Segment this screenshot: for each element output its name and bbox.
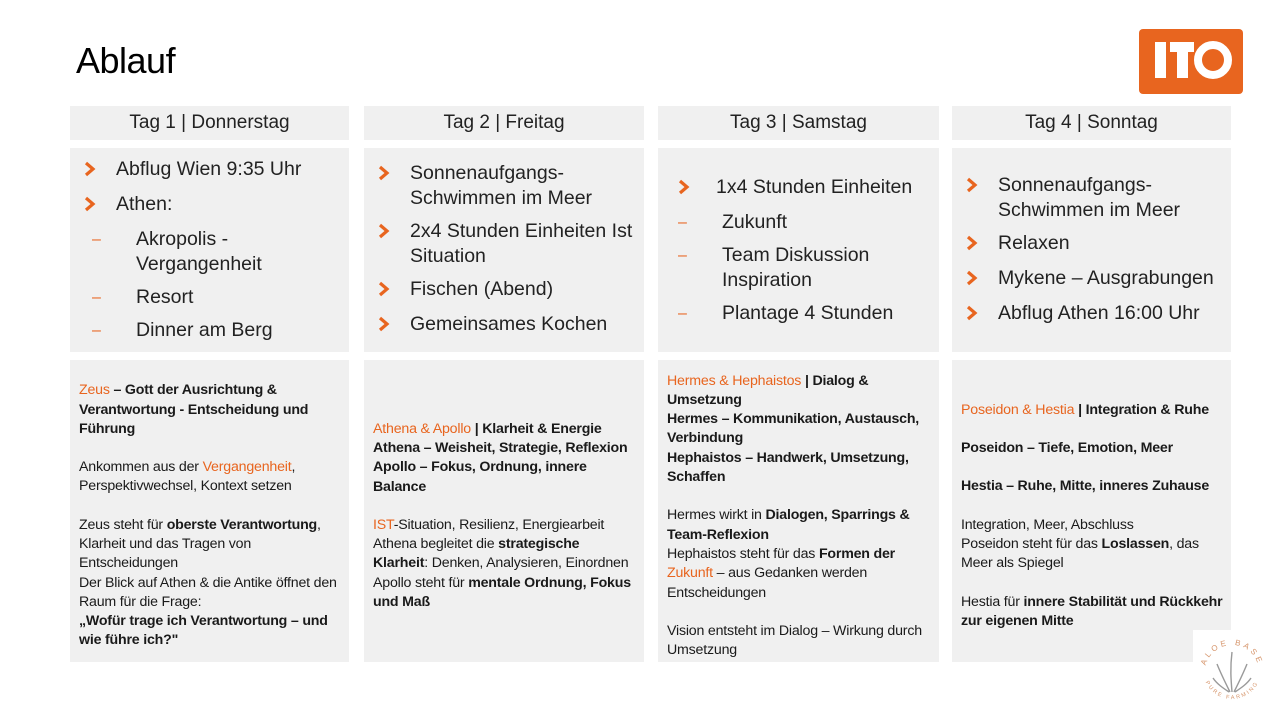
agenda-subitem xyxy=(84,285,339,310)
agenda-item xyxy=(378,161,634,211)
detail-line: Hermes – Kommunikation, Austausch, Verbindung xyxy=(667,411,920,447)
agenda-item xyxy=(378,219,634,269)
agenda-item xyxy=(966,173,1221,223)
agenda-text: 1x4 Stunden Einheiten xyxy=(716,175,913,198)
dash-bullet: – xyxy=(92,231,101,248)
deity-heading: Athena & Apollo | Klarheit & Energie xyxy=(373,420,602,437)
ito-logo xyxy=(1139,29,1243,94)
agenda-text: Sonnenaufgangs-Schwimmen im Meer xyxy=(410,162,593,209)
day2-details xyxy=(364,360,644,662)
chevron-right-icon xyxy=(378,165,390,181)
agenda-text: Abflug Athen 16:00 Uhr xyxy=(998,301,1200,324)
detail-paragraph: Integration, Meer, Abschluss xyxy=(961,516,1134,533)
chevron-right-icon xyxy=(966,270,978,286)
chevron-right-icon xyxy=(966,305,978,321)
agenda-subitem xyxy=(84,227,339,277)
day3-header: Tag 3 | Samstag xyxy=(658,106,939,140)
agenda-text: Fischen (Abend) xyxy=(410,278,554,300)
agenda-subitem xyxy=(84,318,339,343)
deity-heading: Hermes & Hephaistos | Dialog & Umsetzung xyxy=(667,372,869,408)
detail-paragraph: Vision entsteht im Dialog – Wirkung durch Umsetzung xyxy=(667,622,922,659)
agenda-text: Dinner am Berg xyxy=(136,319,273,341)
detail-paragraph: IST-Situation, Resilienz, Energiearbeit xyxy=(373,516,605,533)
dash-bullet: – xyxy=(678,213,687,231)
agenda-text: Zukunft xyxy=(722,210,788,233)
agenda-text: Resort xyxy=(136,286,194,308)
agenda-text: Relaxen xyxy=(998,231,1070,254)
agenda-item xyxy=(966,266,1221,293)
chevron-right-icon xyxy=(378,281,390,297)
aloe-base-logo xyxy=(1193,630,1271,708)
chevron-right-icon xyxy=(966,177,978,193)
deity-heading: Zeus – Gott der Ausrichtung & Verantwortung - Entscheidung und Führung xyxy=(79,382,309,437)
detail-paragraph: Hephaistos steht für das Formen der Zukunft – aus Gedanken werden Entscheidungen xyxy=(667,545,895,601)
agenda-text: Abflug Wien 9:35 Uhr xyxy=(116,158,302,180)
detail-paragraph: Poseidon steht für das Loslassen, das Meer als Spiegel xyxy=(961,536,1199,572)
agenda-item xyxy=(378,312,634,339)
detail-paragraph: Hermes wirkt in Dialogen, Sparrings & Team-Reflexion xyxy=(667,507,910,543)
detail-line: Poseidon – Tiefe, Emotion, Meer xyxy=(961,440,1173,457)
day4-agenda xyxy=(952,148,1231,352)
chevron-right-icon xyxy=(678,179,690,195)
dash-bullet: – xyxy=(678,246,687,264)
agenda-subitem xyxy=(672,210,929,235)
agenda-item xyxy=(966,301,1221,328)
detail-line: Apollo – Fokus, Ordnung, innere Balance xyxy=(373,459,587,495)
detail-paragraph: Athena begleitet die strategische Klarheit: Denken, Analysieren, Einordnen xyxy=(373,536,629,572)
dash-bullet: – xyxy=(92,289,101,306)
agenda-text: 2x4 Stunden Einheiten Ist Situation xyxy=(410,220,633,267)
day2-header: Tag 2 | Freitag xyxy=(364,106,644,140)
detail-paragraph: Apollo steht für mentale Ordnung, Fokus und Maß xyxy=(373,574,631,611)
detail-line: Hephaistos – Handwerk, Umsetzung, Schaffen xyxy=(667,449,909,486)
day2-agenda xyxy=(364,148,644,352)
detail-paragraph: Ankommen aus der Vergangenheit, Perspektivwechsel, Kontext setzen xyxy=(79,459,296,495)
svg-text:PURE FARMING: PURE FARMING xyxy=(1203,680,1261,702)
agenda-subitem xyxy=(672,243,929,293)
detail-quote: „Wofür trage ich Verantwortung – und wie führe ich?" xyxy=(79,613,328,649)
chevron-right-icon xyxy=(966,235,978,251)
detail-paragraph: Der Blick auf Athen & die Antike öffnet den Raum für die Frage: xyxy=(79,574,337,610)
agenda-text: Akropolis - Vergangenheit xyxy=(136,228,262,275)
agenda-item xyxy=(378,277,634,304)
detail-paragraph: Zeus steht für oberste Verantwortung, Klarheit und das Tragen von Entscheidungen xyxy=(79,516,321,572)
day3-agenda xyxy=(658,148,939,352)
day1-header: Tag 1 | Donnerstag xyxy=(70,106,349,140)
chevron-right-icon xyxy=(84,161,96,177)
agenda-text: Athen: xyxy=(116,193,173,215)
detail-line: Athena – Weisheit, Strategie, Reflexion xyxy=(373,439,628,456)
dash-bullet: – xyxy=(92,322,101,339)
chevron-right-icon xyxy=(84,196,96,212)
agenda-text: Team Diskussion Inspiration xyxy=(722,243,870,291)
page-title: Ablauf xyxy=(76,40,176,81)
agenda-text: Mykene – Ausgrabungen xyxy=(998,266,1214,289)
agenda-text: Sonnenaufgangs-Schwimmen im Meer xyxy=(998,173,1181,221)
day4-header: Tag 4 | Sonntag xyxy=(952,106,1231,140)
agenda-item xyxy=(84,157,339,184)
dash-bullet: – xyxy=(678,304,687,322)
chevron-right-icon xyxy=(378,223,390,239)
deity-heading: Poseidon & Hestia | Integration & Ruhe xyxy=(961,401,1209,418)
chevron-right-icon xyxy=(378,316,390,332)
agenda-text: Gemeinsames Kochen xyxy=(410,313,608,335)
svg-text:ALOE BASE: ALOE BASE xyxy=(1198,638,1266,667)
agenda-subitem xyxy=(672,301,929,326)
agenda-text: Plantage 4 Stunden xyxy=(722,301,894,324)
agenda-item xyxy=(966,231,1221,258)
day1-details xyxy=(70,360,349,662)
agenda-item xyxy=(84,192,339,219)
agenda-item xyxy=(672,175,929,202)
detail-line: Hestia – Ruhe, Mitte, inneres Zuhause xyxy=(961,478,1210,495)
day1-agenda xyxy=(70,148,349,352)
day3-details xyxy=(658,360,939,662)
day4-details xyxy=(952,360,1231,662)
detail-paragraph: Hestia für innere Stabilität und Rückkehr zur eigenen Mitte xyxy=(961,593,1223,629)
